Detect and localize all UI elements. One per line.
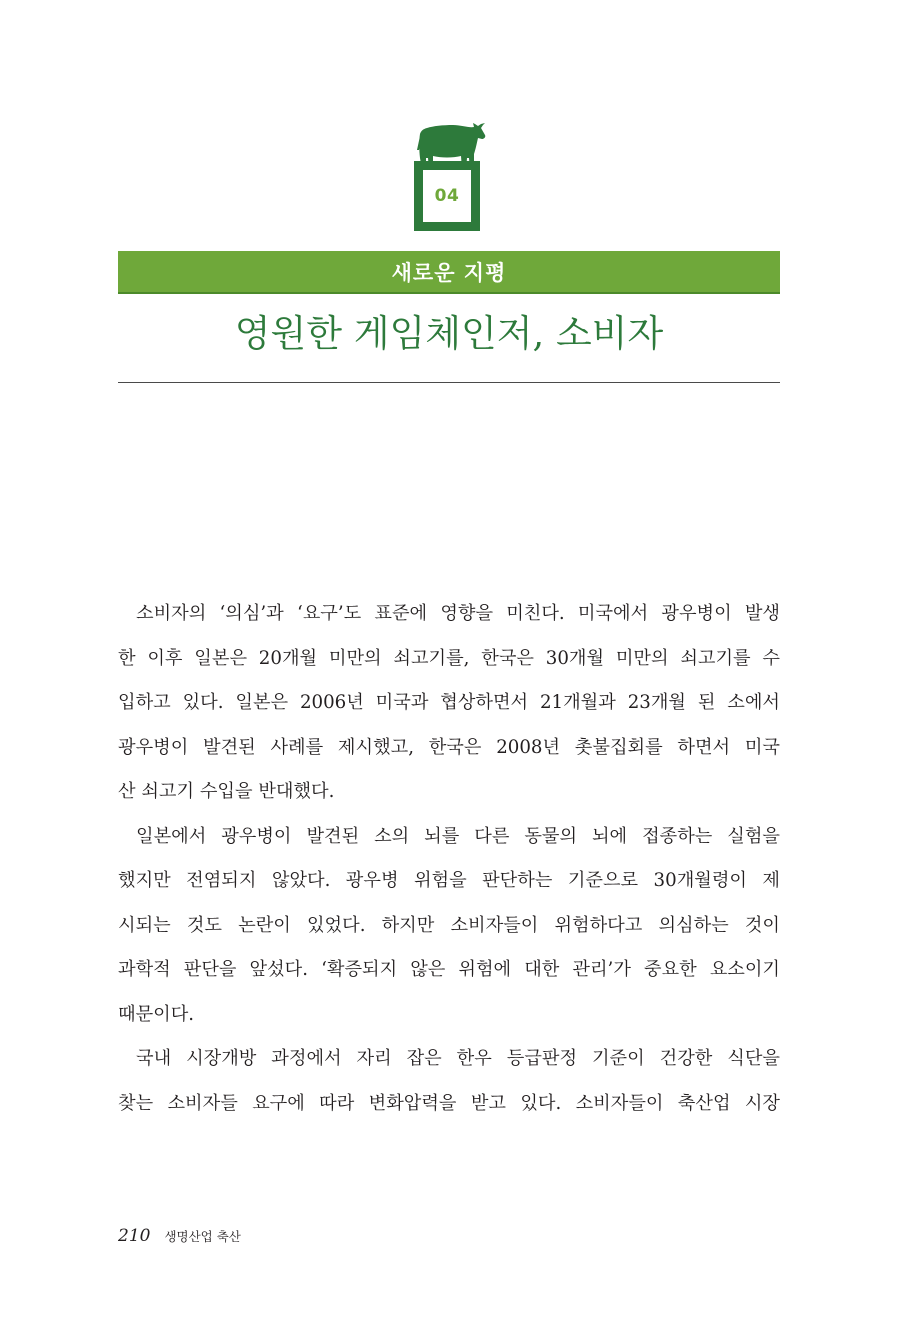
page-number: 210 bbox=[118, 1226, 151, 1246]
body-text bbox=[118, 592, 780, 1126]
paragraph-line: 국내 시장개방 과정에서 자리 잡은 한우 등급판정 기준이 건강한 식단을 bbox=[136, 1048, 780, 1069]
paragraph-line: 일본에서 광우병이 발견된 소의 뇌를 다른 동물의 뇌에 접종하는 실험을 bbox=[136, 825, 780, 847]
chapter-number-badge bbox=[414, 161, 480, 231]
paragraph-line: 시되는 것도 논란이 있었다. 하지만 소비자들이 위험하다고 의심하는 것이 bbox=[118, 914, 780, 936]
page-title: 영원한 게임체인저, 소비자 bbox=[234, 312, 664, 355]
section-label: 새로운 지평 bbox=[391, 260, 507, 285]
chapter-number: 04 bbox=[434, 186, 460, 206]
paragraph-line: 찾는 소비자들 요구에 따라 변화압력을 받고 있다. 소비자들이 축산업 시장 bbox=[118, 1092, 780, 1114]
paragraph-line: 산 쇠고기 수입을 반대했다. bbox=[118, 781, 335, 802]
paragraph-line: 한 이후 일본은 20개월 미만의 쇠고기를, 한국은 30개월 미만의 쇠고기를 수 bbox=[118, 647, 780, 669]
paragraph-line: 했지만 전염되지 않았다. 광우병 위험을 판단하는 기준으로 30개월령이 제 bbox=[118, 870, 780, 891]
paragraph-line: 과학적 판단을 앞섰다. ‘확증되지 않은 위험에 대한 관리’가 중요한 요소이기 bbox=[118, 959, 780, 980]
section-banner bbox=[118, 251, 780, 294]
paragraph-line: 입하고 있다. 일본은 2006년 미국과 협상하면서 21개월과 23개월 된 소에서 bbox=[118, 692, 780, 713]
title-divider bbox=[118, 382, 780, 383]
paragraph-line: 소비자의 ‘의심’과 ‘요구’도 표준에 영향을 미친다. 미국에서 광우병이 발생 bbox=[136, 603, 780, 624]
chapter-number-frame bbox=[423, 170, 471, 222]
paragraph-line: 광우병이 발견된 사례를 제시했고, 한국은 2008년 촛불집회를 하면서 미국 bbox=[118, 736, 780, 758]
paragraph-line: 때문이다. bbox=[118, 1003, 195, 1025]
page-footer bbox=[118, 1226, 241, 1246]
running-title: 생명산업 축산 bbox=[164, 1229, 241, 1244]
